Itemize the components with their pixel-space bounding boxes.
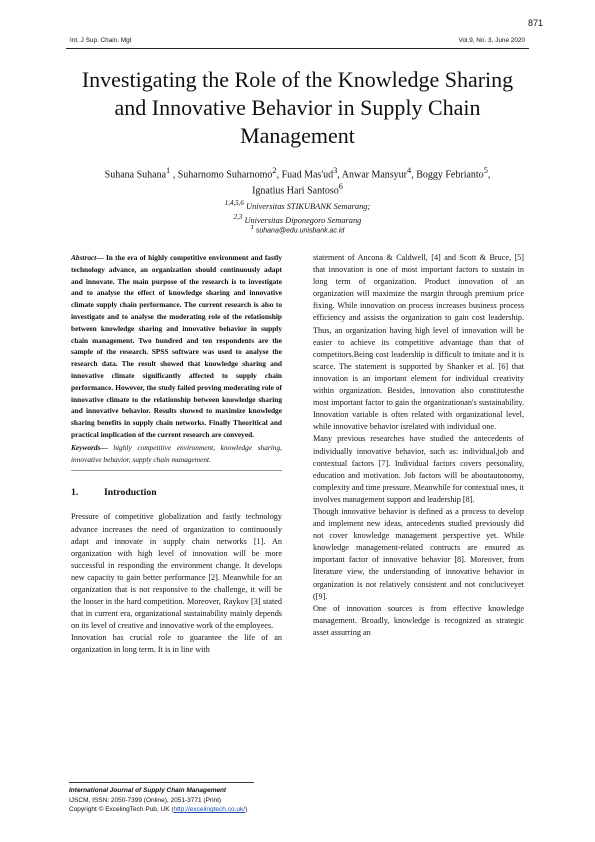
paragraph: Many previous researches have studied the antecedents of individually innovative behavior, such as: individual,job and contextual factors [7]. Individual factors covers personality, education and motivation. Job factors will be aboutautonomy, complexity and time pressure. Meanwhile for contextual ones, it involves management support and leadership [8]. <box>313 434 524 504</box>
author-name: Anwar Mansyur <box>341 169 408 181</box>
section-title: Introduction <box>104 487 157 499</box>
journal-footer <box>69 786 247 815</box>
footer-journal-name: International Journal of Supply Chain Management <box>69 787 227 794</box>
email-sup: 1 <box>250 225 254 231</box>
affiliation-text: Universitas STIKUBANK Semarang; <box>246 201 371 211</box>
keywords <box>71 442 282 466</box>
running-head-volume: Vol.9, No. 3, June 2020 <box>458 37 525 44</box>
section-number: 1. <box>71 487 79 499</box>
right-column <box>313 252 524 639</box>
affiliation-sup: 1,4,5,6 <box>224 199 244 207</box>
affiliation-sup: 2,3 <box>233 213 243 221</box>
footer-copyright-close: ) <box>245 806 248 814</box>
abstract-label: Abstract <box>71 253 97 262</box>
footer-copyright <box>69 805 247 815</box>
contact-email <box>70 225 525 234</box>
abstract <box>71 252 282 441</box>
header-divider <box>66 48 529 49</box>
paragraph: Innovation has crucial role to guarantee the life of an organization in long term. It is in line with <box>71 633 282 655</box>
section-heading <box>71 487 282 499</box>
author-sup: 1 <box>166 166 171 175</box>
author-sup: 4 <box>407 166 412 175</box>
affiliation-text: Universitas Diponegoro Semarang <box>244 215 362 225</box>
author-name: Suhana Suhana <box>104 169 167 181</box>
author-name: Suharnomo Suharnomo <box>177 169 273 181</box>
keywords-text: highly competitive environment, knowledge sharing, innovative behavior, supply chain management. <box>71 442 282 464</box>
email-address[interactable]: suhana@edu.unisbank.ac.id <box>255 227 345 235</box>
footer-issn: IJSCM, ISSN: 2050-7399 (Online), 2051-3771 (Print) <box>69 796 222 804</box>
footer-divider <box>69 782 254 783</box>
abstract-dash: — <box>96 253 104 262</box>
author-name: Boggy Febrianto <box>416 169 484 181</box>
author-name: Ignatius Hari Santoso <box>252 185 339 197</box>
paragraph: statement of Ancona & Caldwell, [4] and Scott & Bruce, [5] that innovation is one of most important factors to sustain in long term of organization. Product innovation of an organization will maximize the margin through premium price fixing. While innovation on process increases business process efficiency and assists the organization to gain cost leadership. Thus, an organization having high level of innovation will be easier to achieve its competitive advantage than that of competitors.Being cost leadership is difficult to imitate and it is scarce. The statement is supported by Shanker et al. [6] that innovation is an important element for individual creativity within organization. Besides, innovation also constitutesthe most important factor to gain the organizationan's sustainability. Innovation variable is often related with organizational level, while innovative behavior isrelated with individual one. <box>313 253 524 432</box>
author-sup: 3 <box>333 166 338 175</box>
abstract-text: In the era of highly competitive environment and fastly technology advance, an organization should continuously adapt and innovate. The main purpose of the research is to investigate and to analyse the effect of knowledge sharing and innovative climate supply chain performance. The current research is also to investigate and to analyse the moderating role of the relationship between knowledge sharing and innovative behavior in supply chain management. Two hundred and ten respondents are the sample of the research. SPSS software was used to analyse the research data. The result showed that knowledge sharing and innovative climate significantly affected to supply chain performance. However, the study failed proving moderating role of innovative climate to the relationship between knowledge sharing and innovative behavior. Results showed to maximize knowledge sharing benefits in supply chain networks. Finally Theoritical and practical implication of the current research are conveyed. <box>71 253 282 439</box>
author-name: Fuad Mas'ud <box>281 169 334 181</box>
footer-link[interactable]: http://excelingtech.co.uk/ <box>173 806 246 814</box>
running-head-journal: Int. J Sup. Chain. Mgt <box>70 37 132 44</box>
paragraph: Pressure of competitive globalization and fastly technology advance increases the need of organization to continuously adapt and innovate in supply chain networks [1]. An organization with high level of innovation will be more successful in responding the environment change. It develops new capacity to gain better performance [2]. Meanwhile for an organization that is not responsive to the challenge, it will be the looser in the hard competition. Moreover, Raykov [3] stated that in current era, organizational sustainability mainly depends on its level of creative and innovative work of the employees. <box>71 512 282 631</box>
paragraph: One of innovation sources is from effective knowledge management. Broadly, knowledge is recognized as strategic asset assurring an <box>313 603 524 637</box>
paragraph: Though innovative behavior is defined as a process to develop and implement new ideas, antecedents studied previously did not cover knowledge management perspective yet. While knowledge management-related contructs are ensured as important factor of innovative behavior [8]. Moreover, from literature view, the understanding of innovative behavior in organization is not relatively consistent and not concluciveyet ([9]. <box>313 506 524 601</box>
author-sup: 6 <box>338 182 343 192</box>
keywords-divider <box>71 470 282 471</box>
author-list: Suhana Suhana$^1$ , Suharnomo Suharnomo$^2$, Fuad $Mas'ud^3$, Anwar Mansyur$^4$, Boggy Febrianto$^5$, Ignatius Hari Santoso$^6$ <box>104 166 491 197</box>
footer-copyright-text: Copyright © ExcelingTech Pub, UK ( <box>69 806 174 814</box>
keywords-label: Keywords— <box>71 442 108 452</box>
author-sup: 2 <box>272 166 277 175</box>
paper-title: Investigating the Role of the Knowledge Sharing and Innovative Behavior in Supply Chain Management <box>81 67 514 148</box>
page-number: 871 <box>527 18 543 28</box>
running-head <box>70 37 525 44</box>
author-sup: 5 <box>483 166 488 175</box>
left-column <box>71 252 282 657</box>
